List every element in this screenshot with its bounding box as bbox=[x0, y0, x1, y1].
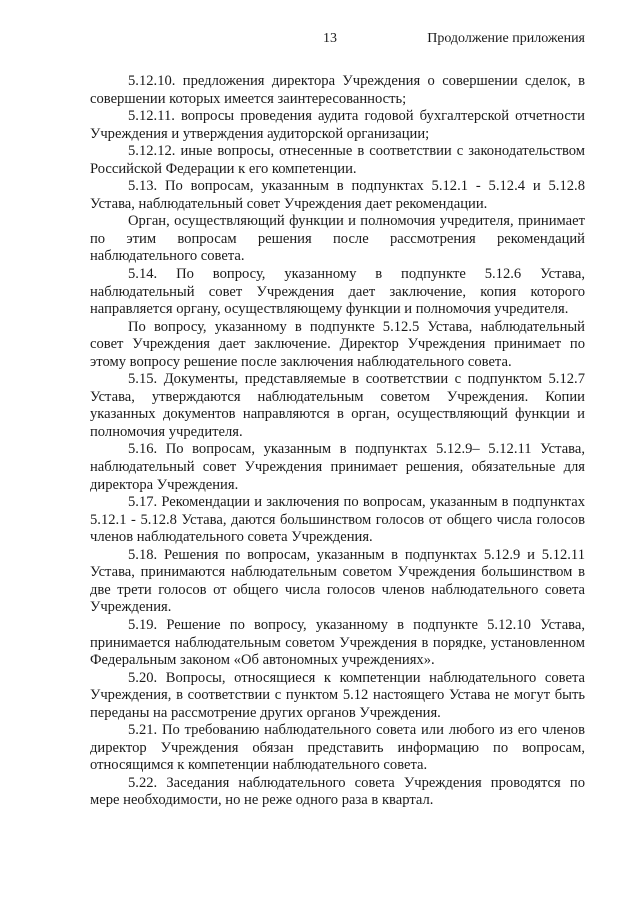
paragraph-5-12-12: 5.12.12. иные вопросы, отнесенные в соответствии с законодательством Российской Федерации к его компетенции. bbox=[90, 143, 585, 177]
paragraph-5-13-founder: Орган, осуществляющий функции и полномочия учредителя, принимает по этим вопросам решения после рассмотрения рекомендаций наблюдательного совета. bbox=[90, 213, 585, 265]
running-title: Продолжение приложения bbox=[427, 31, 585, 46]
paragraph-5-14-director: По вопросу, указанному в подпункте 5.12.5 Устава, наблюдательный совет Учреждения дает заключение. Директор Учреждения принимает по этому вопросу решение после заключения наблюдательного совета. bbox=[90, 318, 585, 370]
paragraph-5-12-10: 5.12.10. предложения директора Учреждения о совершении сделок, в совершении которых имеется заинтересованность; bbox=[90, 73, 585, 107]
paragraph-5-15: 5.15. Документы, представляемые в соответствии с подпунктом 5.12.7 Устава, утверждаются наблюдательным советом Учреждения. Копии указанных документов направляются в орган, осуществляющий функции и полномочия учредителя. bbox=[90, 371, 585, 440]
paragraph-5-21: 5.21. По требованию наблюдательного совета или любого из его членов директор Учреждения обязан представить информацию по вопросам, относящимся к компетенции наблюдательного совета. bbox=[90, 722, 585, 774]
page-header bbox=[0, 31, 640, 51]
paragraph-5-13: 5.13. По вопросам, указанным в подпунктах 5.12.1 - 5.12.4 и 5.12.8 Устава, наблюдательный совет Учреждения дает рекомендации. bbox=[90, 178, 585, 212]
page-number: 13 bbox=[323, 31, 337, 46]
paragraph-5-18: 5.18. Решения по вопросам, указанным в подпунктах 5.12.9 и 5.12.11 Устава, принимаются наблюдательным советом Учреждения большинством в две трети голосов от общего числа голосов членов наблюдательного совета Учреждения. bbox=[90, 546, 585, 616]
paragraph-5-22: 5.22. Заседания наблюдательного совета Учреждения проводятся по мере необходимости, но не реже одного раза в квартал. bbox=[90, 774, 585, 809]
paragraph-5-12-11: 5.12.11. вопросы проведения аудита годовой бухгалтерской отчетности Учреждения и утверждения аудиторской организации; bbox=[90, 108, 585, 142]
paragraph-5-20: 5.20. Вопросы, относящиеся к компетенции наблюдательного совета Учреждения, в соответствии с пунктом 5.12 настоящего Устава не могут быть переданы на рассмотрение других органов Учреждения. bbox=[90, 669, 585, 721]
paragraph-5-14: 5.14. По вопросу, указанному в подпункте 5.12.6 Устава, наблюдательный совет Учреждения дает заключение, копия которого направляется органу, осуществляющему функции и полномочия учредителя. bbox=[90, 266, 585, 318]
paragraph-5-19: 5.19. Решение по вопросу, указанному в подпункте 5.12.10 Устава, принимается наблюдательным советом Учреждения в порядке, установленном Федеральным законом «Об автономных учреждениях». bbox=[90, 616, 585, 669]
document-body bbox=[90, 73, 585, 810]
paragraph-5-17: 5.17. Рекомендации и заключения по вопросам, указанным в подпунктах 5.12.1 - 5.12.8 Устава, даются большинством голосов от общего числа голосов членов наблюдательного совета Учреждения. bbox=[90, 494, 585, 546]
paragraph-5-16: 5.16. По вопросам, указанным в подпунктах 5.12.9– 5.12.11 Устава, наблюдательный совет Учреждения принимает решения, обязательные для директора Учреждения. bbox=[90, 441, 585, 493]
